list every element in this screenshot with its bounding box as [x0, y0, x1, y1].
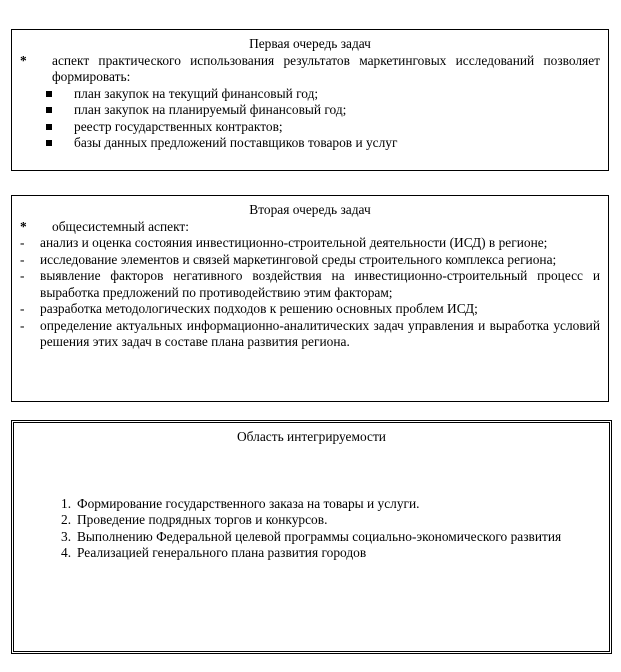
- item-text: Формирование государственного заказа на товары и услуги.: [77, 495, 420, 511]
- list-item-text: определение актуальных информационно-аналитических задач управления и выработка условий решения этих задач в составе плана развития региона.: [40, 317, 600, 349]
- box-title: Область интегрируемости: [237, 429, 386, 444]
- list-item-text: разработка методологических подходов к решению основных проблем ИСД;: [40, 301, 478, 316]
- list-item: [61, 529, 601, 546]
- second-priority-tasks-box: [11, 195, 609, 402]
- item-text: Реализацией генерального плана развития городов: [77, 545, 367, 560]
- aspect-line: [20, 53, 600, 86]
- box-title: Вторая очередь задач: [249, 202, 371, 217]
- dash-marker: -: [20, 301, 25, 316]
- dash-marker: -: [20, 251, 25, 267]
- item-number: 4.: [61, 545, 72, 560]
- list-item: [20, 252, 600, 269]
- dash-marker: -: [20, 317, 25, 333]
- item-text: Выполнению Федеральной целевой программы социально-экономического развития: [77, 528, 562, 544]
- dash-marker: -: [20, 235, 25, 250]
- integrability-area-box: [11, 420, 612, 654]
- list-item: [61, 496, 601, 513]
- item-number: 1.: [61, 495, 72, 511]
- list-item: [20, 318, 600, 351]
- asterisk-marker: *: [20, 218, 27, 234]
- list-item: [61, 545, 601, 562]
- list-item: [20, 235, 600, 252]
- list-item: [20, 301, 600, 318]
- item-number: 3.: [61, 528, 72, 544]
- list-item-text: анализ и оценка состояния инвестиционно-строительной деятельности (ИСД) в регионе;: [40, 235, 548, 250]
- item-text: Проведение подрядных торгов и конкурсов.: [77, 512, 328, 527]
- list-item: реестр государственных контрактов;: [46, 119, 600, 136]
- box-title: Первая очередь задач: [249, 36, 371, 51]
- aspect-line: [20, 219, 600, 236]
- list-item: план закупок на планируемый финансовый год;: [46, 102, 600, 119]
- item-number: 2.: [61, 512, 72, 527]
- bullet-list: [20, 86, 600, 152]
- list-item-text: исследование элементов и связей маркетинговой среды строительного комплекса региона;: [40, 251, 557, 267]
- asterisk-marker: *: [20, 52, 27, 68]
- list-item: [61, 512, 601, 529]
- list-item: план закупок на текущий финансовый год;: [46, 86, 600, 103]
- numbered-list: [22, 496, 601, 562]
- aspect-intro: аспект практического использования результатов маркетинговых исследований позволяет формировать:: [52, 52, 600, 84]
- dash-marker: -: [20, 268, 25, 283]
- first-priority-tasks-box: [11, 29, 609, 171]
- aspect-intro: общесистемный аспект:: [52, 218, 189, 234]
- list-item: базы данных предложений поставщиков товаров и услуг: [46, 135, 600, 152]
- list-item-text: выявление факторов негативного воздействия на инвестиционно-строительный процесс и выработка предложений по противодействию этим факторам;: [40, 268, 600, 300]
- spacer: [22, 446, 601, 496]
- list-item: [20, 268, 600, 301]
